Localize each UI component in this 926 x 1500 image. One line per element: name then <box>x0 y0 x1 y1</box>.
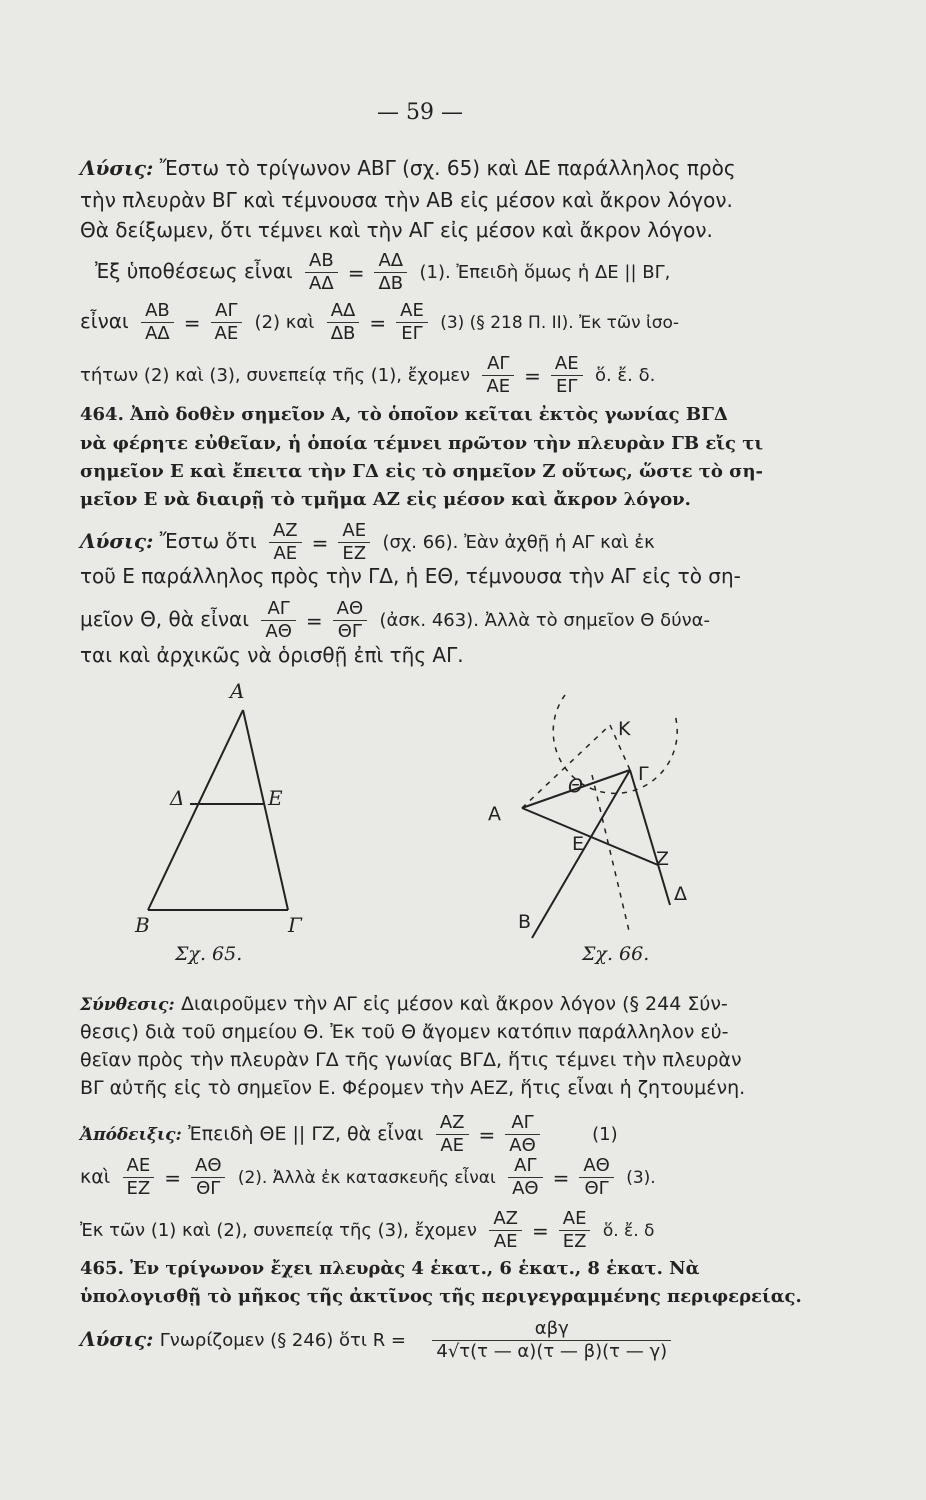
solution1-line4: Ἐξ ὑποθέσεως εἶναι $\frac{AB}{A\Delta}$ = $\frac{A\Delta}{\Delta B}$ (1). Ἐπειδὴ ὅμως ἡ ΔΕ || ΒΓ, <box>95 250 671 294</box>
label-a: Α <box>488 803 501 825</box>
solution2-line4: ται καὶ ἀρχικῶς νὰ ὁρισθῇ ἐπὶ τῆς ΑΓ. <box>80 643 464 667</box>
problem464-line1: 464. Ἀπὸ δοθὲν σημεῖον Α, τὸ ὁποῖον κεῖται ἐκτὸς γωνίας ΒΓΔ <box>80 404 728 425</box>
fraction: $\frac{AZ}{AE}$ <box>269 520 302 565</box>
fraction: $\frac{A\Gamma}{A\Theta}$ <box>508 1155 542 1200</box>
label-a: Α <box>230 679 245 703</box>
figure-66 <box>480 680 710 950</box>
solution2-line2: τοῦ Ε παράλληλος πρὸς τὴν ΓΔ, ἡ ΕΘ, τέμνουσα τὴν ΑΓ εἰς τὸ ση- <box>80 564 741 588</box>
fraction: $\frac{A\Delta}{\Delta B}$ <box>374 250 407 295</box>
fraction: $\frac{AE}{EZ}$ <box>559 1208 591 1253</box>
synthesis-label: Σύνθεσις: <box>80 995 175 1015</box>
fraction: $\frac{A\Gamma}{A\Theta}$ <box>261 598 295 643</box>
fraction: $\frac{AB}{A\Delta}$ <box>141 300 174 345</box>
fraction: $\frac{A\Gamma}{AE}$ <box>211 300 243 345</box>
label-theta: Θ <box>568 775 583 797</box>
problem464-line4: μεῖον Ε νὰ διαιρῇ τὸ τμῆμα ΑΖ εἰς μέσον καὶ ἄκρον λόγον. <box>80 489 691 510</box>
label-b: Β <box>518 911 532 933</box>
solution1-line1: Λύσις: Ἔστω τὸ τρίγωνον ΑΒΓ (σχ. 65) καὶ ΔΕ παράλληλος πρὸς <box>80 156 736 180</box>
solution3-line1: Λύσις: Γνωρίζομεν (§ 246) ὅτι R = $\frac{\text{αβγ}}{4√\tau(\tau — \alpha)(\tau — \beta)(\tau — \gamma)}$ <box>80 1318 790 1363</box>
label-d: Δ <box>674 883 687 905</box>
label-e: Ε <box>572 833 585 855</box>
label-d: Δ <box>170 786 185 810</box>
solution1-line3: Θὰ δείξωμεν, ὅτι τέμνει καὶ τὴν ΑΓ εἰς μέσον καὶ ἄκρον λόγον. <box>80 218 713 242</box>
side-ab <box>148 710 243 910</box>
label-g: Γ <box>638 763 649 785</box>
figure-65 <box>130 670 330 940</box>
fraction: $\frac{A\Gamma}{AE}$ <box>482 353 514 398</box>
solution-label: Λύσις: <box>80 156 154 180</box>
fraction: $\frac{A\Delta}{\Delta B}$ <box>327 300 360 345</box>
dash-theta-e <box>592 775 630 935</box>
fraction: $\frac{AE}{EZ}$ <box>123 1155 155 1200</box>
synthesis-line1: Σύνθεσις: Διαιροῦμεν τὴν ΑΓ εἰς μέσον καὶ ἄκρον λόγον (§ 244 Σύν- <box>80 993 728 1015</box>
problem465-line2: ὑπολογισθῇ τὸ μῆκος τῆς ἀκτῖνος τῆς περιγεγραμμένης περιφερείας. <box>80 1286 802 1307</box>
proof-line2: καὶ $\frac{AE}{EZ}$ = $\frac{A\Theta}{\Theta\Gamma}$ (2). Ἀλλὰ ἐκ κατασκευῆς εἶναι $\frac{A\Gamma}{A\Theta}$ = $\frac{A\Theta}{\Theta\Gamma}$ (3). <box>80 1155 656 1199</box>
line-aez <box>522 808 658 865</box>
fraction: $\frac{AB}{A\Delta}$ <box>305 250 338 295</box>
problem464-line2: νὰ φέρητε εὐθεῖαν, ἡ ὁποία τέμνει πρῶτον τὴν πλευρὰν ΓΒ εἴς τι <box>80 433 764 454</box>
solution1-line2: τὴν πλευρὰν ΒΓ καὶ τέμνουσα τὴν ΑΒ εἰς μέσον καὶ ἄκρον λόγον. <box>80 188 733 212</box>
solution-label: Λύσις: <box>80 1327 154 1351</box>
solution1-line5: εἶναι $\frac{AB}{A\Delta}$ = $\frac{A\Gamma}{AE}$ (2) καὶ $\frac{A\Delta}{\Delta B}$ = $\frac{AE}{E\Gamma}$ (3) (§ 218 Π. ΙΙ). Ἐκ τῶν ἰσο- <box>80 300 680 344</box>
label-k: Κ <box>618 718 631 740</box>
label-e: Ε <box>268 786 283 810</box>
synthesis-line2: θεσις) διὰ τοῦ σημείου Θ. Ἐκ τοῦ Θ ἄγομεν κατόπιν παράλληλον εὐ- <box>80 1021 729 1043</box>
solution2-line1: Λύσις: Ἔστω ὅτι $\frac{AZ}{AE}$ = $\frac{AE}{EZ}$ (σχ. 66). Ἐὰν ἀχθῇ ἡ ΑΓ καὶ ἐκ <box>80 520 655 564</box>
dash-ak <box>522 725 610 808</box>
fraction: $\frac{AZ}{AE}$ <box>436 1112 469 1157</box>
fraction: $\frac{A\Theta}{\Theta\Gamma}$ <box>191 1155 225 1200</box>
solution2-line3: μεῖον Θ, θὰ εἶναι $\frac{A\Gamma}{A\Theta}$ = $\frac{A\Theta}{\Theta\Gamma}$ (ἀσκ. 463). Ἀλλὰ τὸ σημεῖον Θ δύνα- <box>80 598 711 642</box>
fraction: $\frac{AE}{E\Gamma}$ <box>551 353 583 398</box>
label-b: Β <box>135 913 150 937</box>
label-z: Ζ <box>656 848 670 870</box>
fraction: $\frac{A\Theta}{\Theta\Gamma}$ <box>579 1155 613 1200</box>
proof-label: Ἀπόδειξις: <box>80 1125 182 1145</box>
figure-66-caption: Σχ. 66. <box>582 943 650 965</box>
solution-label: Λύσις: <box>80 529 154 553</box>
label-g: Γ <box>288 913 302 937</box>
fraction: $\frac{AZ}{AE}$ <box>489 1208 522 1253</box>
page-number: — 59 — <box>377 100 463 125</box>
problem465-line1: 465. Ἐν τρίγωνον ἔχει πλευρὰς 4 ἑκατ., 6 ἑκατ., 8 ἑκατ. Νὰ <box>80 1258 700 1279</box>
proof-line3: Ἐκ τῶν (1) καὶ (2), συνεπείᾳ τῆς (3), ἔχομεν $\frac{AZ}{AE}$ = $\frac{AE}{EZ}$ ὅ. ἔ. δ <box>80 1208 655 1252</box>
side-ag <box>243 710 288 910</box>
fraction: $\frac{AE}{EZ}$ <box>338 520 370 565</box>
fraction: $\frac{A\Gamma}{A\Theta}$ <box>505 1112 539 1157</box>
solution1-line6: τήτων (2) καὶ (3), συνεπείᾳ τῆς (1), ἔχομεν $\frac{A\Gamma}{AE}$ = $\frac{AE}{E\Gamma}$ ὅ. ἔ. δ. <box>80 353 656 397</box>
proof-line1: Ἀπόδειξις: Ἐπειδὴ ΘΕ || ΓΖ, θὰ εἶναι $\frac{AZ}{AE}$ = $\frac{A\Gamma}{A\Theta}$ (1) <box>80 1112 618 1156</box>
fraction: $\frac{AE}{E\Gamma}$ <box>396 300 428 345</box>
synthesis-line4: ΒΓ αὐτῆς εἰς τὸ σημεῖον Ε. Φέρομεν τὴν ΑΕΖ, ἥτις εἶναι ἡ ζητουμένη. <box>80 1077 746 1099</box>
fraction: $\frac{\text{αβγ}}{4√\tau(\tau — \alpha)(\tau — \beta)(\tau — \gamma)}$ <box>432 1318 671 1363</box>
figure-65-caption: Σχ. 65. <box>175 943 243 965</box>
fraction: $\frac{A\Theta}{\Theta\Gamma}$ <box>333 598 367 643</box>
problem464-line3: σημεῖον Ε καὶ ἔπειτα τὴν ΓΔ εἰς τὸ σημεῖον Ζ οὕτως, ὥστε τὸ ση- <box>80 461 764 482</box>
synthesis-line3: θεῖαν πρὸς τὴν πλευρὰν ΓΔ τῆς γωνίας ΒΓΔ, ἥτις τέμνει τὴν πλευρὰν <box>80 1049 742 1071</box>
